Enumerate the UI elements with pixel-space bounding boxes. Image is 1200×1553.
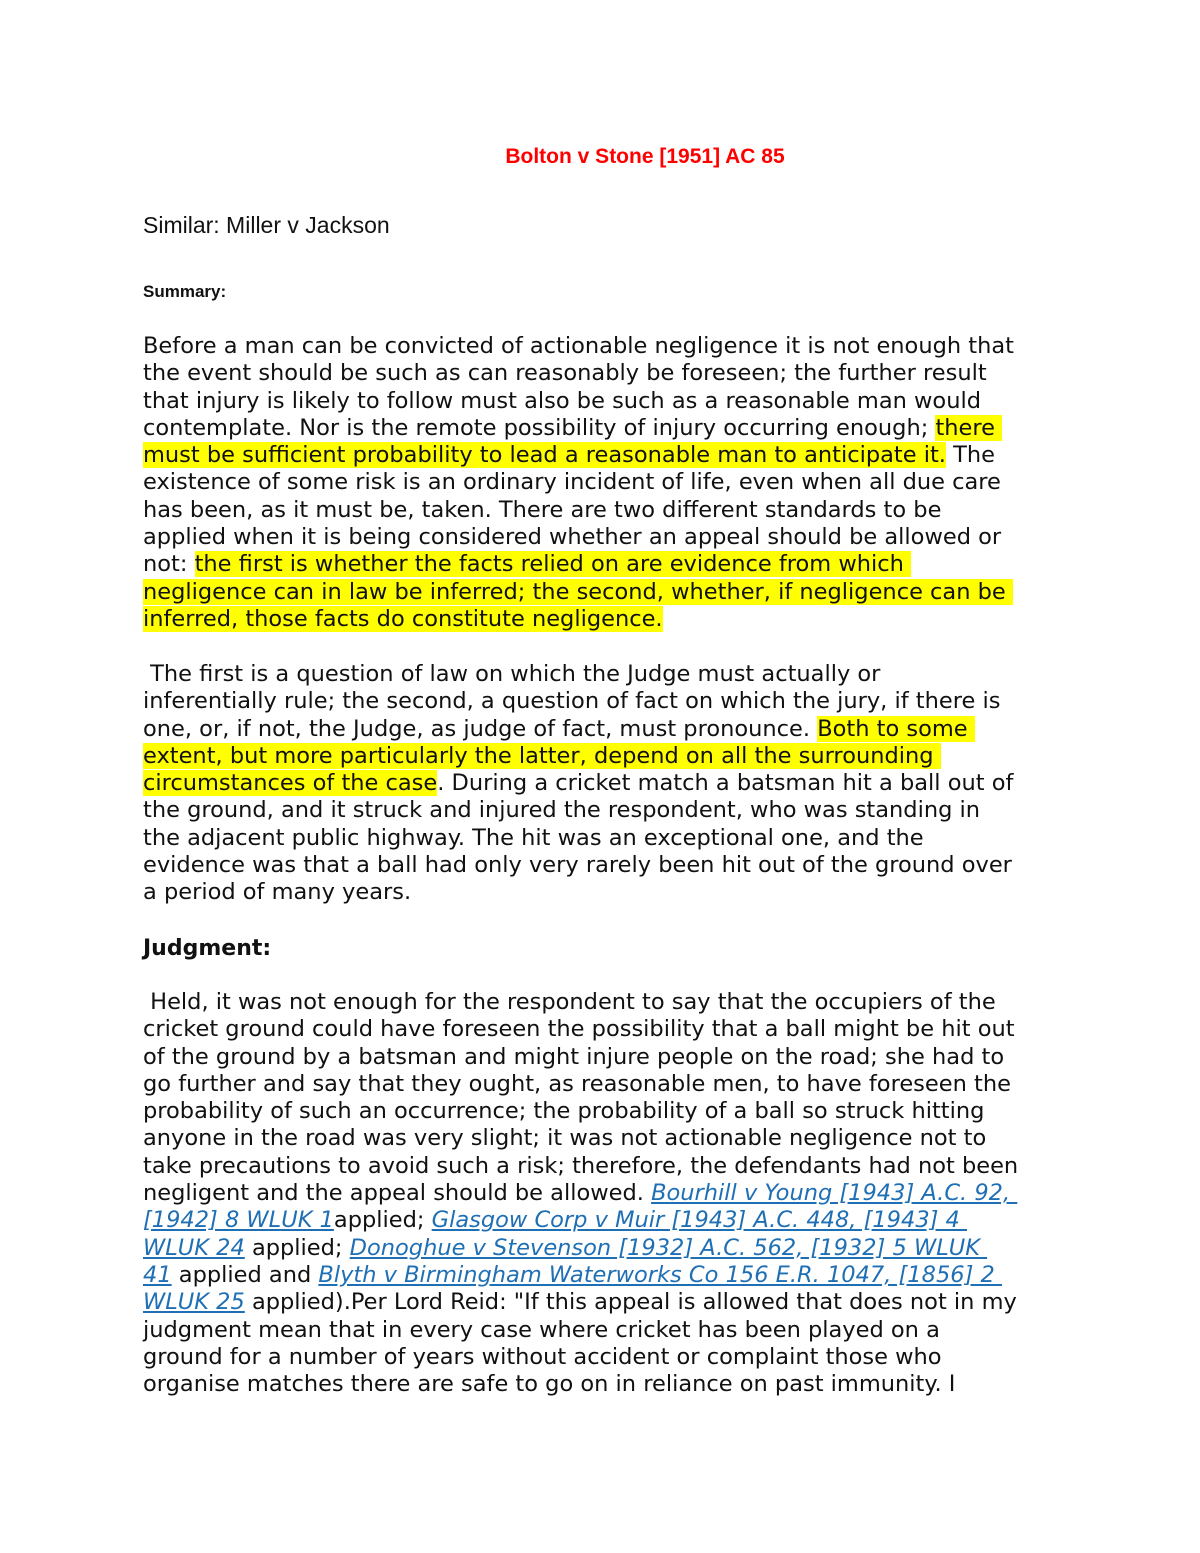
text-line — [143, 1289, 1073, 1316]
text-run: The first is a question of law on which the Judge must actually or — [143, 661, 881, 687]
text-run: take precautions to avoid such a risk; therefore, the defendants had not been — [143, 1152, 1019, 1179]
case-citation-link[interactable]: Glasgow Corp v Muir [1943] A.C. 448, [1943] 4 — [431, 1207, 968, 1234]
case-citation-link[interactable]: [1942] 8 WLUK 1 — [143, 1207, 334, 1234]
text-run: of the ground by a batsman and might injure people on the road; she had to — [143, 1043, 1005, 1070]
text-run: . During a cricket match a batsman hit a ball out of — [437, 770, 1014, 797]
text-run: the event should be such as can reasonably be foreseen; the further result — [143, 360, 987, 387]
text-line — [143, 1207, 1073, 1234]
text-run: applied).Per Lord Reid: "If this appeal is allowed that does not in my — [244, 1289, 1017, 1316]
text-line — [143, 1344, 1073, 1371]
text-line — [143, 1016, 1073, 1043]
text-run: evidence was that a ball had only very rarely been hit out of the ground over — [143, 852, 1012, 879]
case-citation-link[interactable]: Blyth v Birmingham Waterworks Co 156 E.R. 1047, [1856] 2 — [318, 1261, 1002, 1288]
text-line — [143, 1125, 1073, 1152]
highlighted-text: circumstances of the case — [143, 770, 438, 797]
text-line — [143, 1071, 1073, 1098]
text-line — [143, 879, 1073, 906]
case-citation-link[interactable]: Donoghue v Stevenson [1932] A.C. 562, [1932] 5 WLUK — [349, 1234, 988, 1261]
text-run: The — [945, 442, 995, 469]
text-line — [143, 415, 1073, 442]
text-line — [143, 606, 1073, 633]
highlighted-text: the first is whether the facts relied on are evidence from which — [194, 551, 912, 578]
text-line — [143, 1153, 1073, 1180]
summary-paragraph-2 — [143, 661, 1073, 907]
text-run: one, or, if not, the Judge, as judge of fact, must pronounce. — [143, 715, 818, 742]
summary-heading: Summary: — [143, 282, 227, 301]
text-line — [143, 1371, 1073, 1398]
text-line — [143, 551, 1073, 578]
case-citation-link[interactable]: 41 — [143, 1261, 172, 1288]
text-line — [143, 716, 1073, 743]
text-run: applied; — [244, 1234, 350, 1261]
text-line — [143, 743, 1073, 770]
text-line — [143, 770, 1073, 797]
text-line — [143, 360, 1073, 387]
text-run: contemplate. Nor is the remote possibility of injury occurring enough; — [143, 414, 936, 441]
text-line — [143, 688, 1073, 715]
text-line — [143, 989, 1073, 1016]
text-run: anyone in the road was very slight; it was not actionable negligence not to — [143, 1125, 987, 1152]
text-line — [143, 442, 1073, 469]
text-line — [143, 579, 1073, 606]
text-line — [143, 852, 1073, 879]
text-run: inferentially rule; the second, a question of fact on which the jury, if there is — [143, 688, 1001, 715]
text-run: Held, it was not enough for the respondent to say that the occupiers of the — [143, 989, 996, 1015]
text-line — [143, 1235, 1073, 1262]
text-line — [143, 661, 1073, 688]
highlighted-text: Both to some — [817, 715, 975, 742]
summary-paragraph-1 — [143, 333, 1073, 633]
case-citation-link[interactable]: WLUK 24 — [143, 1234, 245, 1261]
text-run: organise matches there are safe to go on in reliance on past immunity. I — [143, 1371, 956, 1398]
text-run: not: — [143, 551, 195, 578]
text-line — [143, 524, 1073, 551]
text-run: the adjacent public highway. The hit was an exceptional one, and the — [143, 824, 924, 851]
judgment-heading: Judgment: — [143, 936, 272, 961]
case-citation-link[interactable]: WLUK 25 — [143, 1289, 245, 1316]
highlighted-text: must be sufficient probability to lead a reasonable man to anticipate it. — [143, 442, 946, 469]
highlighted-text: there — [935, 414, 1003, 441]
text-line — [143, 1317, 1073, 1344]
text-line — [143, 825, 1073, 852]
text-line — [143, 1044, 1073, 1071]
document-title: Bolton v Stone [1951] AC 85 — [505, 145, 785, 168]
text-run: applied; — [333, 1207, 432, 1234]
text-run: that injury is likely to follow must also be such as a reasonable man would — [143, 387, 981, 414]
text-line — [143, 797, 1073, 824]
text-run: Before a man can be convicted of actionable negligence it is not enough that — [143, 333, 1014, 359]
text-run: has been, as it must be, taken. There are two different standards to be — [143, 496, 942, 523]
text-line — [143, 1180, 1073, 1207]
text-run: judgment mean that in every case where cricket has been played on a — [143, 1316, 940, 1343]
text-run: cricket ground could have foreseen the possibility that a ball might be hit out — [143, 1016, 1015, 1043]
text-line — [143, 1262, 1073, 1289]
highlighted-text: extent, but more particularly the latter, depend on all the surrounding — [143, 742, 941, 769]
text-run: the ground, and it struck and injured the respondent, who was standing in — [143, 797, 981, 824]
text-run: probability of such an occurrence; the probability of a ball so struck hitting — [143, 1098, 985, 1125]
text-line — [143, 388, 1073, 415]
highlighted-text: inferred, those facts do constitute negligence. — [143, 605, 663, 632]
text-run: applied and — [171, 1261, 319, 1288]
text-line — [143, 497, 1073, 524]
highlighted-text: negligence can in law be inferred; the second, whether, if negligence can be — [143, 578, 1013, 605]
case-citation-link[interactable]: Bourhill v Young [1943] A.C. 92, — [651, 1180, 1018, 1207]
text-run: applied when it is being considered whether an appeal should be allowed or — [143, 524, 1002, 551]
text-run: negligent and the appeal should be allowed. — [143, 1180, 652, 1207]
text-run: ground for a number of years without accident or complaint those who — [143, 1343, 942, 1370]
text-line — [143, 1098, 1073, 1125]
text-run: go further and say that they ought, as reasonable men, to have foreseen the — [143, 1070, 1011, 1097]
text-run: existence of some risk is an ordinary incident of life, even when all due care — [143, 469, 1001, 496]
text-line — [143, 333, 1073, 360]
text-run: a period of many years. — [143, 879, 412, 906]
judgment-paragraph — [143, 989, 1073, 1398]
similar-case-line: Similar: Miller v Jackson — [143, 212, 390, 238]
text-line — [143, 469, 1073, 496]
